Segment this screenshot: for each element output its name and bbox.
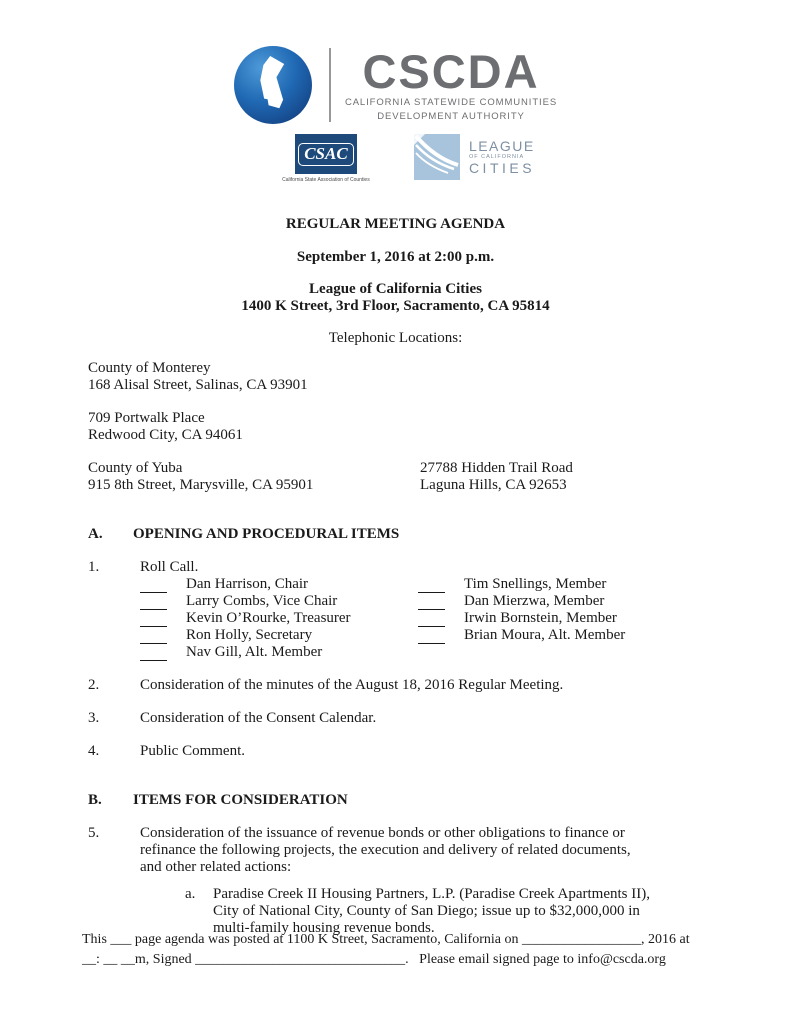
item-number: 2. [88,677,100,693]
csac-logo [256,134,396,183]
item-text: Consideration of the Consent Calendar. [140,710,377,726]
roll-call-row [418,627,625,644]
item-number: 1. [88,559,100,575]
roll-call-name: Dan Mierzwa, Member [464,593,605,609]
posting-notice-line2: __: __ __m, Signed ______________________________. Please email signed page to info@cscda.org [82,952,666,967]
cscda-tagline-line1: CALIFORNIA STATEWIDE COMMUNITIES [344,96,558,108]
roll-call-blank [140,648,167,661]
location-block-yuba [88,460,420,494]
telephonic-locations [88,360,791,494]
roll-call-row [418,610,625,627]
roll-call-blank [418,614,445,627]
section-letter: B. [88,792,102,808]
item-text: Public Comment. [140,743,245,759]
partner-logos [0,134,791,183]
sub-item-text: Paradise Creek II Housing Partners, L.P. (Paradise Creek Apartments II), City of National City, County of San Diego; issue up to $32,000,000 in multi-family housing revenue bonds. [213,886,650,936]
location-block-monterey [88,360,791,394]
item-number: 4. [88,743,100,759]
california-state-icon [241,50,304,119]
agenda-item-3 [88,710,721,727]
roll-call-name: Brian Moura, Alt. Member [464,627,626,643]
roll-call-row [140,644,418,661]
roll-call-blank [140,614,167,627]
agenda-item-5 [88,825,721,937]
roll-call-list [140,576,625,661]
roll-call-blank [418,597,445,610]
roll-call-name: Dan Harrison, Chair [186,576,309,592]
roll-call-row [140,576,418,593]
location-block-redwood-city [88,410,791,444]
roll-call-row [418,576,625,593]
location-block-laguna-hills [420,460,573,494]
venue-address: 1400 K Street, 3rd Floor, Sacramento, CA 95814 [241,298,550,314]
location-line: 168 Alisal Street, Salinas, CA 93901 [88,377,308,393]
section-a-heading [88,526,721,543]
section-letter: A. [88,526,103,542]
roll-call-blank [140,597,167,610]
roll-call-row [140,627,418,644]
section-title: ITEMS FOR CONSIDERATION [133,792,348,808]
section-title: OPENING AND PROCEDURAL ITEMS [133,526,400,542]
roll-call-row [418,593,625,610]
item-number: 3. [88,710,100,726]
item-number: 5. [88,825,100,841]
item-text: Roll Call. [140,559,199,575]
roll-call-name: Irwin Bornstein, Member [464,610,617,626]
location-block-row [88,460,791,494]
logo-header [0,0,791,183]
location-line: County of Yuba [88,460,183,476]
roll-call-blank [418,631,445,644]
item-content [140,825,656,937]
cscda-wordmark [344,44,558,123]
logo-divider [329,48,331,122]
roll-call-row [140,610,418,627]
posting-notice-line1: This ___ page agenda was posted at 1100 K Street, Sacramento, California on _________________, 2016 at [82,932,690,947]
location-line: 27788 Hidden Trail Road [420,460,573,476]
roll-call-name: Ron Holly, Secretary [186,627,313,643]
roll-call-name: Kevin O’Rourke, Treasurer [186,610,351,626]
item-text: Consideration of the minutes of the August 18, 2016 Regular Meeting. [140,677,564,693]
california-circle-icon [234,46,312,124]
roll-call-name: Nav Gill, Alt. Member [186,644,323,660]
league-line3: CITIES [468,159,536,176]
roll-call-blank [418,580,445,593]
item-content [140,559,625,661]
roll-call-left-column [140,576,418,661]
location-line: County of Monterey [88,360,211,376]
roll-call-blank [140,631,167,644]
csac-box-icon [295,134,357,174]
cscda-acronym: CSCDA [362,44,540,98]
meeting-title: REGULAR MEETING AGENDA [285,216,506,232]
csac-caption: California State Association of Counties [282,177,370,183]
section-b [88,792,721,937]
posting-notice [82,930,690,970]
cscda-tagline-line2: DEVELOPMENT AUTHORITY [377,110,525,122]
location-line: Redwood City, CA 94061 [88,427,243,443]
section-b-heading [88,792,721,809]
agenda-item-1 [88,559,721,661]
league-swoosh-icon [414,134,460,180]
agenda-item-4 [88,743,721,760]
league-line2: OF CALIFORNIA [468,153,525,160]
venue-name: League of California Cities [309,281,482,297]
location-line: 915 8th Street, Marysville, CA 95901 [88,477,314,493]
telephonic-label: Telephonic Locations: [328,330,463,346]
roll-call-blank [140,580,167,593]
csac-acronym: CSAC [298,143,353,166]
sub-item-letter: a. [185,886,196,902]
roll-call-right-column [418,576,625,661]
item-text: Consideration of the issuance of revenue bonds or other obligations to finance or refinance the following projects, the execution and delivery of related documents, and other related actions: [140,825,631,875]
location-line: Laguna Hills, CA 92653 [420,477,567,493]
roll-call-name: Larry Combs, Vice Chair [186,593,338,609]
section-a [88,526,721,760]
league-logo [414,134,535,180]
location-line: 709 Portwalk Place [88,410,205,426]
agenda-item-2 [88,677,721,694]
league-wordmark [468,137,536,176]
cscda-logo [0,46,791,124]
roll-call-name: Tim Snellings, Member [464,576,607,592]
league-line1: LEAGUE [468,137,535,154]
roll-call-row [140,593,418,610]
meeting-datetime: September 1, 2016 at 2:00 p.m. [296,249,495,265]
